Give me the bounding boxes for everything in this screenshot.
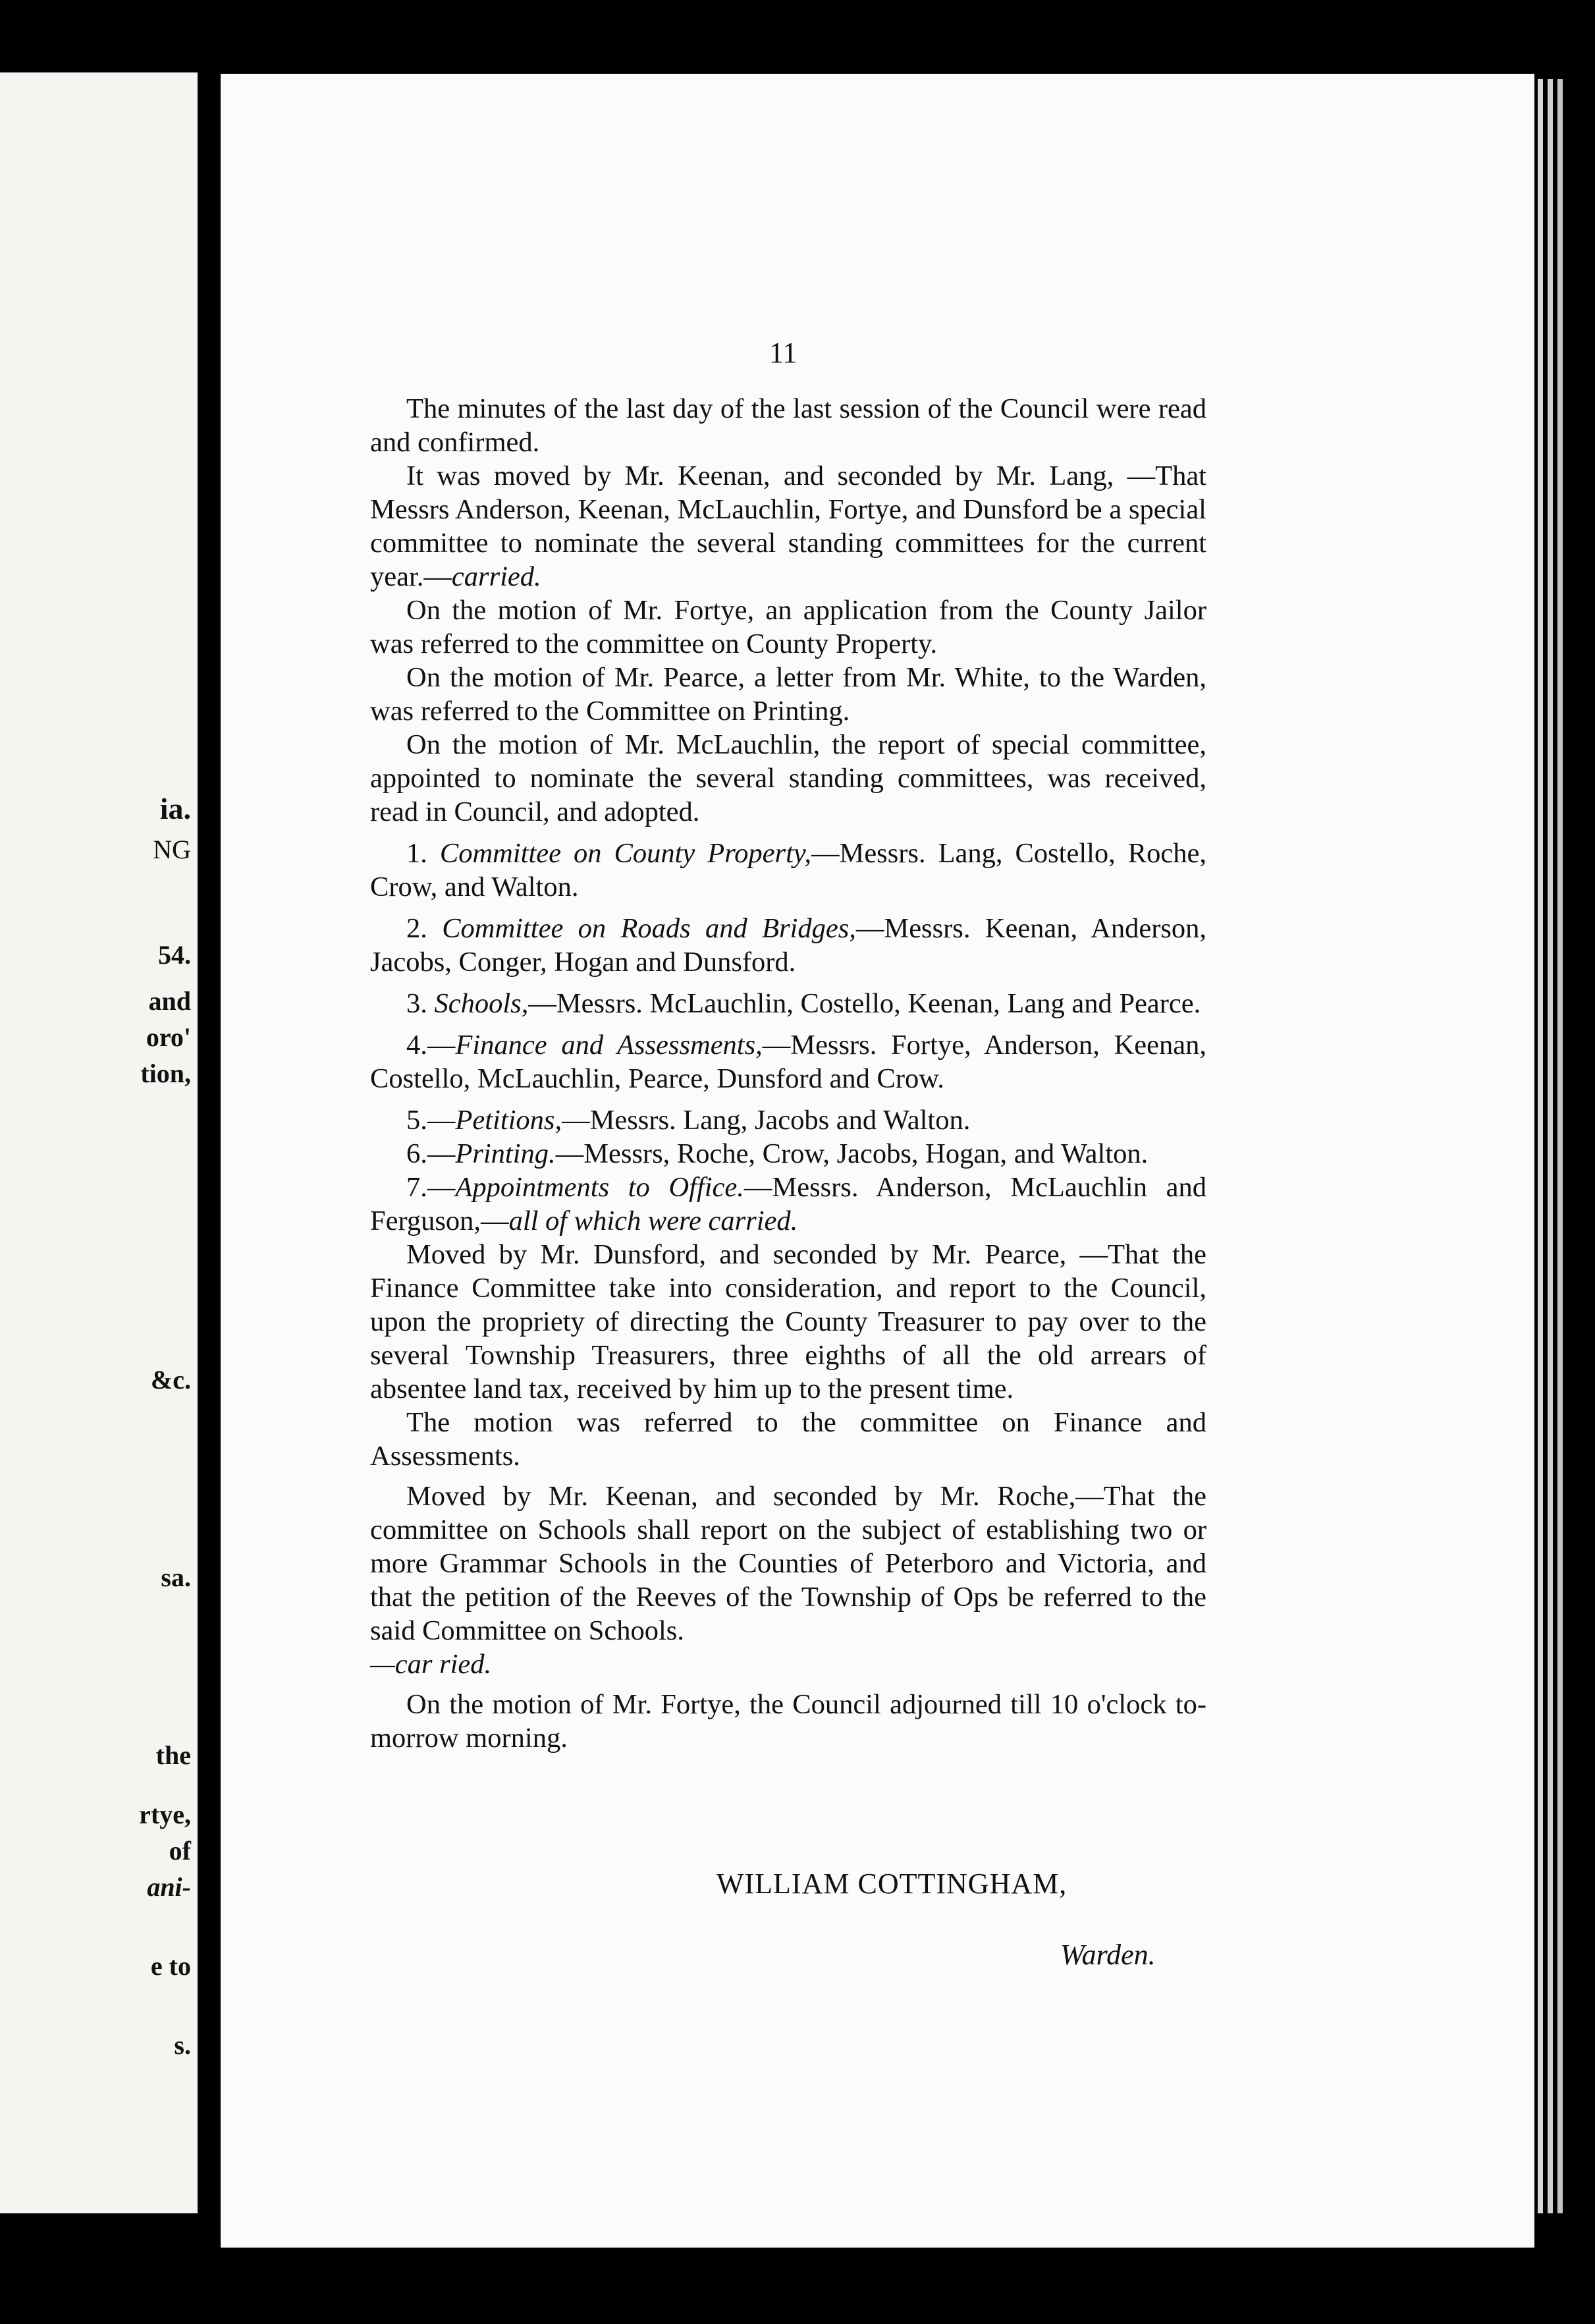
document-body [370, 392, 1206, 1755]
paragraph [370, 661, 1206, 728]
left-fragment: e to [150, 1951, 191, 1981]
committee-members: —Messrs. McLauchlin, Costello, Keenan, Lang and Pearce. [528, 988, 1201, 1019]
committee-name: Finance and Assessments, [455, 1030, 763, 1061]
paragraph-text: It was moved by Mr. Keenan, and seconded by Mr. Lang, —That Messrs Anderson, Keenan, McLauchlin, Fortye, and Dunsford be a special committee to nominate the several standing committees for the current year.— [370, 460, 1206, 592]
committee-name: Appointments to Office. [455, 1172, 744, 1203]
paragraph-text: Moved by Mr. Dunsford, and seconded by Mr. Pearce, —That the Finance Committee take into consideration, and report to the Council, upon the propriety of directing the County Treasurer to pay over to the several Township Treasurers, three eighths of all the old arrears of absentee land tax, received by him up to the present time. [370, 1239, 1206, 1404]
committee-members: —Messrs. Lang, Jacobs and Walton. [562, 1105, 971, 1136]
left-fragment: s. [174, 2030, 191, 2060]
paragraph-text: On the motion of Mr. Fortye, an application from the County Jailor was referred to the committee on County Property. [370, 595, 1206, 659]
left-fragment: ani- [147, 1872, 191, 1902]
left-fragment: 54. [158, 940, 191, 970]
left-fragment: rtye, [139, 1800, 191, 1829]
committee-item [370, 987, 1206, 1020]
left-facing-page [0, 72, 198, 2213]
left-fragment: oro' [146, 1022, 191, 1052]
committee-number: 1. [406, 838, 427, 869]
committee-members: —Messrs. Anderson, McLauchlin and Ferguson,— [370, 1172, 1206, 1236]
paragraph [370, 459, 1206, 594]
page-edge [1557, 79, 1563, 2213]
left-fragment: sa. [161, 1563, 191, 1592]
committee-number: 4.— [406, 1030, 456, 1061]
left-fragment: &c. [150, 1365, 191, 1395]
committee-name: Petitions, [455, 1105, 562, 1136]
committee-number: 6.— [406, 1138, 456, 1169]
committee-members: —Messrs. Lang, Costello, Roche, Crow, and Walton. [370, 838, 1207, 902]
left-fragment: and [148, 986, 191, 1016]
left-fragment: tion, [140, 1059, 191, 1088]
committee-tail: all of which were carried. [508, 1205, 798, 1236]
paragraph-text: The minutes of the last day of the last session of the Council were read and confirmed. [370, 393, 1206, 458]
committee-item [370, 1103, 1206, 1137]
paragraph [370, 728, 1206, 829]
paragraph-text: The motion was referred to the committee on Finance and Assessments. [370, 1407, 1206, 1472]
page-edge [1548, 79, 1553, 2213]
paragraph-text: Moved by Mr. Keenan, and seconded by Mr. Roche,—That the committee on Schools shall report on the subject of establishing two or more Grammar Schools in the Counties of Peterboro and Victoria, and that the petition of the Reeves of the Township of Ops be referred to the said Committee on Schools. [370, 1481, 1206, 1646]
committee-members: —Messrs. Fortye, Anderson, Keenan, Costello, McLauchlin, Pearce, Dunsford and Crow. [370, 1030, 1206, 1094]
left-fragment: ia. [159, 792, 191, 825]
committee-number: 7.— [406, 1172, 456, 1203]
signature-title: Warden. [1060, 1939, 1156, 1971]
left-fragment: of [169, 1836, 191, 1866]
committee-number: 2. [406, 913, 427, 944]
paragraph [370, 1480, 1206, 1681]
committee-name: Printing. [455, 1138, 556, 1169]
committee-name: Committee on Roads and Bridges, [442, 913, 856, 944]
committee-item [370, 1137, 1206, 1171]
page-edge [1538, 79, 1543, 2213]
paragraph-emphasis: carried. [451, 561, 541, 592]
paragraph [370, 594, 1206, 661]
paragraph-text: On the motion of Mr. Fortye, the Council adjourned till 10 o'clock to-morrow morning. [370, 1689, 1206, 1754]
committee-item [370, 837, 1206, 904]
paragraph-text: On the motion of Mr. McLauchlin, the report of special committee, appointed to nominate the several standing committees, was received, read in Council, and adopted. [370, 729, 1206, 827]
committee-name: Committee on County Property, [439, 838, 812, 869]
paragraph-text: On the motion of Mr. Pearce, a letter from Mr. White, to the Warden, was referred to the Committee on Printing. [370, 662, 1206, 727]
paragraph [370, 392, 1206, 459]
signature-name: WILLIAM COTTINGHAM, [716, 1868, 1068, 1900]
committee-number: 5.— [406, 1105, 456, 1136]
paragraph [370, 1406, 1206, 1473]
committee-item [370, 912, 1206, 979]
page-number: 11 [769, 337, 798, 369]
committee-name: Schools, [434, 988, 529, 1019]
left-fragment: the [155, 1740, 191, 1770]
paragraph [370, 1688, 1206, 1755]
committee-members: —Messrs. Keenan, Anderson, Jacobs, Conger, Hogan and Dunsford. [370, 913, 1207, 978]
paragraph [370, 1238, 1206, 1406]
committee-item [370, 1171, 1206, 1238]
committee-members: —Messrs, Roche, Crow, Jacobs, Hogan, and Walton. [555, 1138, 1149, 1169]
paragraph-emphasis: —car ried. [370, 1649, 492, 1680]
committee-number: 3. [406, 988, 427, 1019]
committee-item [370, 1028, 1206, 1095]
left-fragment: NG [153, 835, 191, 864]
